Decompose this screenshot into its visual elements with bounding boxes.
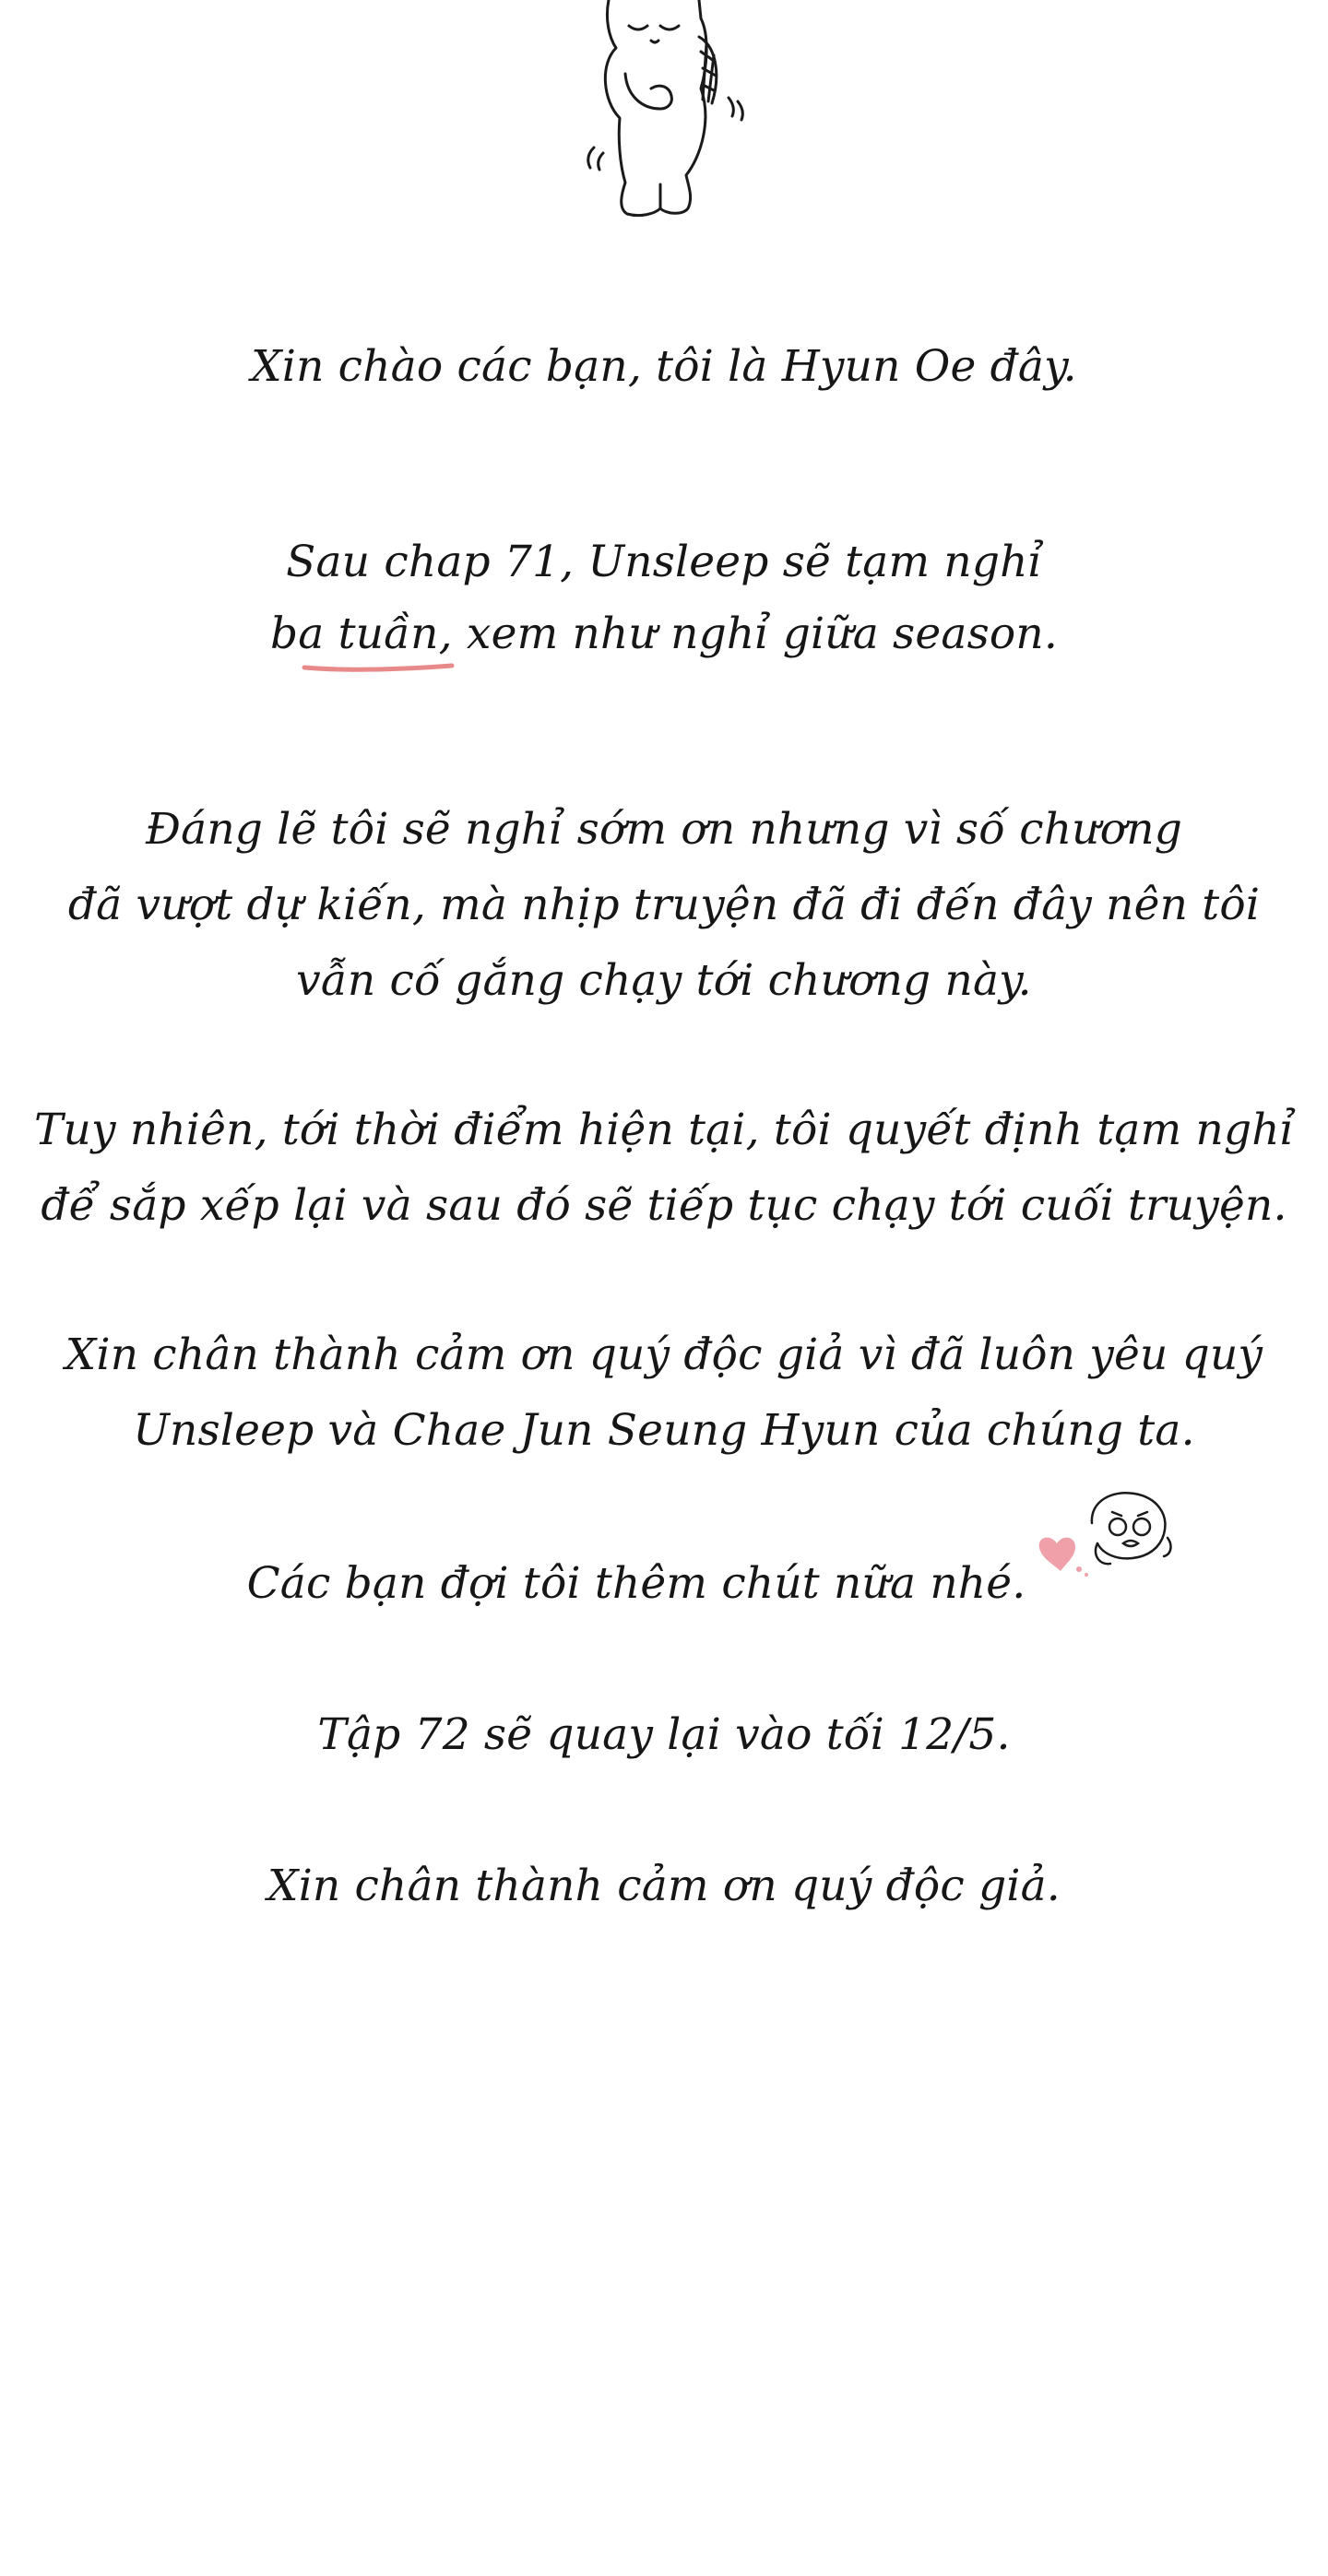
reason-line-3: vẫn cố gắng chạy tới chương này. <box>296 955 1032 1006</box>
closing-text: Xin chân thành cảm ơn quý độc giả. <box>267 1861 1061 1911</box>
greeting-text: Xin chào các bạn, tôi là Hyun Oe đây. <box>251 341 1077 392</box>
plan-line-1: Tuy nhiên, tới thời điểm hiện tại, tôi quyết định tạm nghỉ <box>34 1105 1294 1155</box>
announce-line-1: Sau chap 71, Unsleep sẽ tạm nghỉ <box>286 537 1042 587</box>
announce-line-2: ba tuần, xem như nghỉ giữa season. <box>269 609 1059 659</box>
pink-underline-mark <box>301 660 456 673</box>
return-date-text: Tập 72 sẽ quay lại vào tối 12/5. <box>317 1709 1011 1760</box>
reason-line-2: đã vượt dự kiến, mà nhịp truyện đã đi đến đây nên tôi <box>67 880 1261 930</box>
thanks-line-2: Unsleep và Chae Jun Seung Hyun của chúng ta. <box>133 1405 1195 1456</box>
reason-line-1: Đáng lẽ tôi sẽ nghỉ sớm ơn nhưng vì số chương <box>145 804 1183 855</box>
plan-line-2: để sắp xếp lại và sau đó sẽ tiếp tục chạy tới cuối truyện. <box>41 1180 1287 1231</box>
heart-face-doodle-icon <box>1033 1486 1180 1588</box>
sleepy-character-icon <box>572 0 775 230</box>
thanks-line-1: Xin chân thành cảm ơn quý độc giả vì đã luôn yêu quý <box>65 1329 1263 1380</box>
wait-text: Các bạn đợi tôi thêm chút nữa nhé. <box>246 1558 1026 1609</box>
